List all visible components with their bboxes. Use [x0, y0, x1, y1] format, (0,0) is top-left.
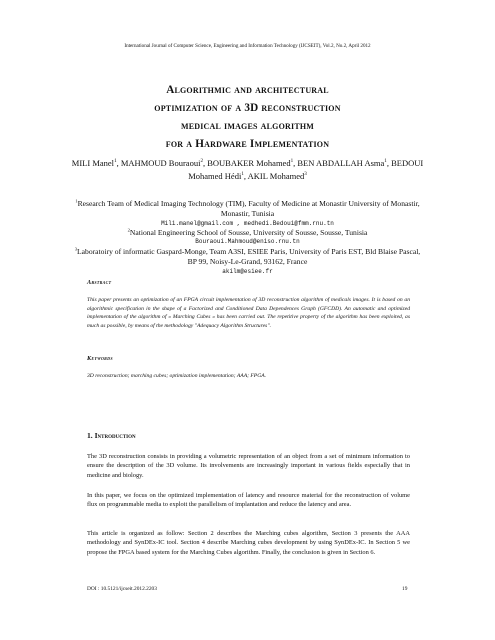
author-name: MILI Manel	[71, 158, 115, 168]
affiliation-text: Research Team of Medical Imaging Technology (TIM), Faculty of Medicine at Monastir University of Monastir, Monastir, Tunisia	[77, 199, 420, 219]
abstract-body: This paper presents an optimization of an FPGA circuit implementation of 3D reconstruction algorithm of medicals images. It is based on an algorithmic specification in the shape of a Factorized and Conditioned Data Dependences Graph (GFCDD). An automatic and optimized implementation of the algorithm of « Marching Cubes » has been carried out. The repetitive property of the algorithm has been exploited, as much as possible, by means of the methodology "Adequacy Algorithm Structures".	[87, 297, 410, 330]
doi-footer: DOI : 10.5121/ijcseit.2012.2203	[87, 586, 157, 592]
intro-paragraph-3: This article is organized as follow: Section 2 describes the Marching cubes algorithm, Section 3 presents the AAA methodology and SynDEx-IC tool. Section 4 describe Marching cubes development by using SynDEx-IC. In Section 5 we propose the FPGA based system for the Marching Cubes algorithm. Finally, the conclusion is given in Section 6.	[87, 530, 410, 556]
author-affil-mark: 1	[241, 170, 244, 177]
journal-header: International Journal of Computer Science, Engineering and Information Technology (IJCSEIT), Vol.2, No.2, April 2012	[124, 43, 371, 49]
affiliation-3-email: akilm@esiee.fr	[222, 267, 273, 275]
affiliation-mark: 3	[74, 246, 78, 252]
affiliation-text: Laboratoiry of informatic Gaspard-Monge, Team A3SI, ESIEE Paris, University of Paris EST, Bld Blaise Pascal, BP 99, Noisy-Le-Grand, 93162, France	[77, 247, 421, 267]
author-affil-mark: 1	[290, 158, 294, 165]
title-line-1: Algorithmic and architectural	[166, 84, 329, 96]
affiliations	[70, 199, 425, 276]
affiliation-1-email: Mili.manel@gmail.com , medhedi.Bedoui@fmm.rnu.tn	[161, 219, 334, 227]
affiliation-mark: 1	[75, 198, 78, 204]
affiliation-2	[70, 228, 425, 238]
intro-paragraph-1: The 3D reconstruction consists in providing a volumetric representation of an object from a set of minimum information to ensure the description of the 3D volume. Its involvements are increasingly important in various fields especially that in medicine and biology.	[87, 453, 410, 479]
affiliation-2-email: Bouraoui.Mahmoud@eniso.rnu.tn	[195, 238, 300, 246]
author-name: BEN ABDALLAH Asma	[297, 158, 385, 168]
title-line-3: medical images algorithm	[180, 120, 315, 132]
affiliation-1	[70, 199, 425, 220]
paper-title	[40, 81, 455, 153]
keywords-heading: Keywords	[87, 355, 113, 362]
affiliation-mark: 2	[127, 227, 130, 233]
author-name: AKIL Mohamed	[247, 170, 305, 181]
affiliation-3	[70, 247, 425, 268]
author-name: BEDOUI Mohamed Hédi	[188, 158, 424, 181]
introduction-heading: 1. Introduction	[87, 431, 136, 440]
title-line-4: for a Hardware Implementation	[165, 138, 330, 150]
author-name: BOUBAKER Mohamed	[207, 158, 291, 168]
keywords-body: 3D reconstruction; marching cubes; optimization implementation; AAA; FPGA.	[87, 373, 267, 379]
author-affil-mark: 2	[200, 158, 203, 165]
intro-paragraph-2: In this paper, we focus on the optimized implementation of latency and resource material for the reconstruction of volume flux on programmable media to exploit the parallelism of implantation and reduce the latency and area.	[87, 492, 410, 509]
page-number: 19	[402, 586, 408, 592]
author-affil-mark: 3	[304, 170, 307, 177]
author-name: MAHMOUD Bouraoui	[120, 158, 201, 168]
author-affil-mark: 1	[384, 158, 387, 165]
affiliation-text: National Engineering School of Sousse, University of Sousse, Sousse, Tunisia	[129, 228, 368, 238]
title-line-2: optimization of a 3D reconstruction	[154, 102, 341, 114]
abstract-heading: Abstract	[87, 279, 112, 286]
author-list: MILI Manel$^1$, MAHMOUD Bouraoui$^2$, BOUBAKER Mohamed$^1$, BEN ABDALLAH Asma$^1$, BEDOUI Mohamed Hédi$^1$, AKIL Mohamed$^3$	[71, 158, 424, 181]
author-affil-mark: 1	[114, 158, 117, 165]
